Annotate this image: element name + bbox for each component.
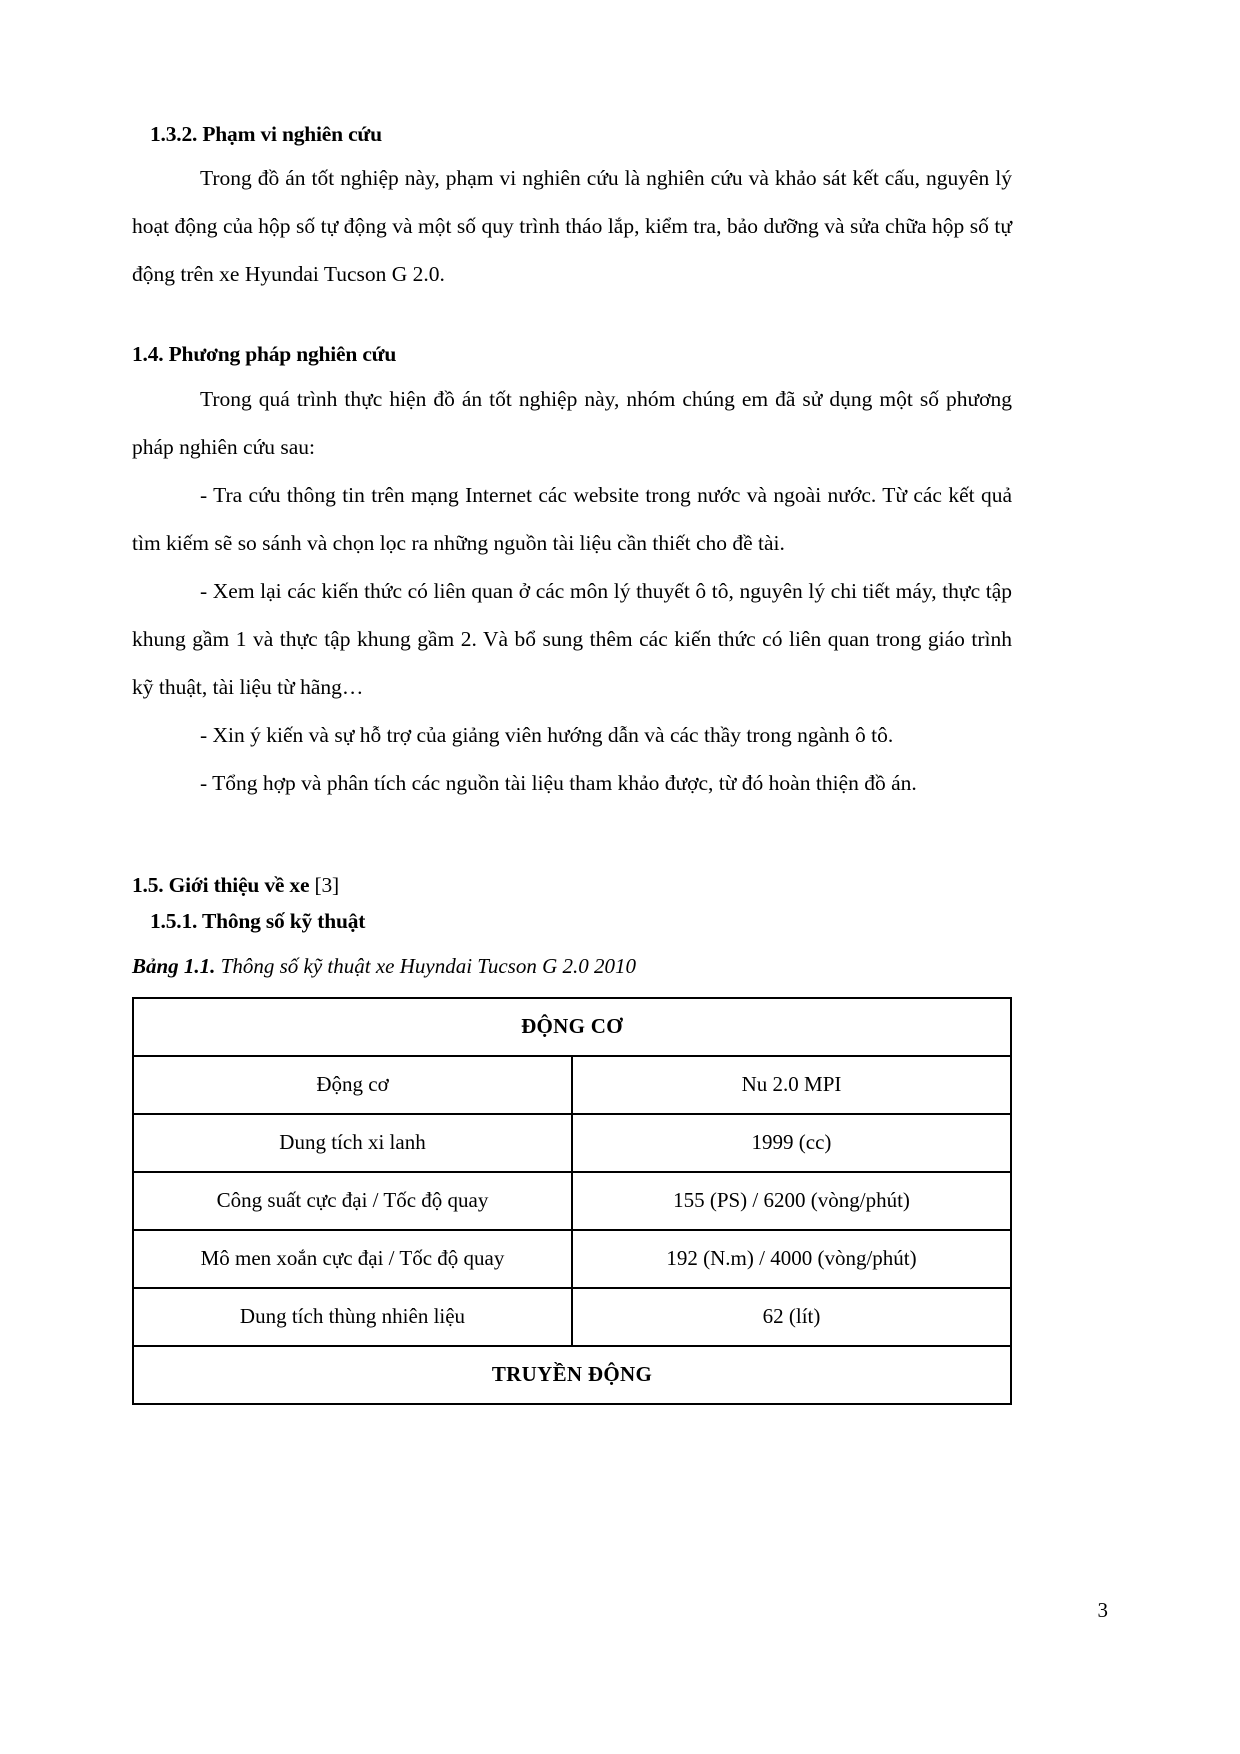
spacer (132, 298, 1012, 338)
heading-1-5-1: 1.5.1. Thông số kỹ thuật (150, 908, 366, 933)
table-section-header-engine: ĐỘNG CƠ (133, 998, 1011, 1056)
paragraph-method-internet: - Tra cứu thông tin trên mạng Internet các website trong nước và ngoài nước. Từ các kết quả tìm kiếm sẽ so sánh và chọn lọc ra những nguồn tài liệu cần thiết cho đề tài. (132, 482, 1012, 555)
page-content (132, 118, 1012, 1405)
paragraph-method-synthesis: - Tổng hợp và phân tích các nguồn tài liệu tham khảo được, từ đó hoàn thiện đồ án. (200, 770, 917, 795)
table-cell-label: Dung tích thùng nhiên liệu (133, 1288, 572, 1346)
table-cell-value: Nu 2.0 MPI (572, 1056, 1011, 1114)
heading-1-5-text: 1.5. Giới thiệu về xe (132, 872, 310, 897)
heading-1-3-2: 1.3.2. Phạm vi nghiên cứu (150, 122, 382, 146)
table-caption-label: Bảng 1.1. (132, 954, 216, 978)
table-cell-value: 155 (PS) / 6200 (vòng/phút) (572, 1172, 1011, 1230)
spec-table-body (133, 998, 1011, 1404)
table-section-header-transmission: TRUYỀN ĐỘNG (133, 1346, 1011, 1404)
paragraph-method-review: - Xem lại các kiến thức có liên quan ở các môn lý thuyết ô tô, nguyên lý chi tiết máy, thực tập khung gầm 1 và thực tập khung gầm 2. Và bổ sung thêm các kiến thức có liên quan trong giáo trình kỹ thuật, tài liệu từ hãng… (132, 578, 1012, 699)
paragraph-method-advisor: - Xin ý kiến và sự hỗ trợ của giảng viên hướng dẫn và các thầy trong ngành ô tô. (200, 722, 894, 747)
table-cell-value: 192 (N.m) / 4000 (vòng/phút) (572, 1230, 1011, 1288)
heading-1-4: 1.4. Phương pháp nghiên cứu (132, 342, 397, 367)
heading-1-5-reference: [3] (314, 872, 339, 897)
table-row (133, 1230, 1011, 1288)
table-cell-value: 1999 (cc) (572, 1114, 1011, 1172)
paragraph-scope-research: Trong đồ án tốt nghiệp này, phạm vi nghiên cứu là nghiên cứu và khảo sát kết cấu, nguyên lý hoạt động của hộp số tự động và một số quy trình tháo lắp, kiểm tra, bảo dưỡng và sửa chữa hộp số tự động trên xe Hyundai Tucson G 2.0. (132, 166, 1012, 287)
page-number: 3 (1097, 1598, 1108, 1622)
spec-table (132, 997, 1012, 1405)
table-row (133, 1172, 1011, 1230)
spacer (132, 941, 1012, 951)
paragraph-methods-intro: Trong quá trình thực hiện đồ án tốt nghiệp này, nhóm chúng em đã sử dụng một số phương pháp nghiên cứu sau: (132, 386, 1012, 459)
table-row (133, 1114, 1011, 1172)
table-cell-label: Dung tích xi lanh (133, 1114, 572, 1172)
table-row (133, 1346, 1011, 1404)
table-caption-text: Thông số kỹ thuật xe Huyndai Tucson G 2.0 2010 (220, 954, 636, 978)
table-cell-value: 62 (lít) (572, 1288, 1011, 1346)
table-row (133, 1288, 1011, 1346)
spacer (132, 807, 1012, 869)
table-row (133, 998, 1011, 1056)
table-cell-label: Động cơ (133, 1056, 572, 1114)
table-caption (132, 951, 1012, 983)
heading-1-5 (132, 869, 1012, 901)
table-row (133, 1056, 1011, 1114)
table-cell-label: Mô men xoắn cực đại / Tốc độ quay (133, 1230, 572, 1288)
table-cell-label: Công suất cực đại / Tốc độ quay (133, 1172, 572, 1230)
